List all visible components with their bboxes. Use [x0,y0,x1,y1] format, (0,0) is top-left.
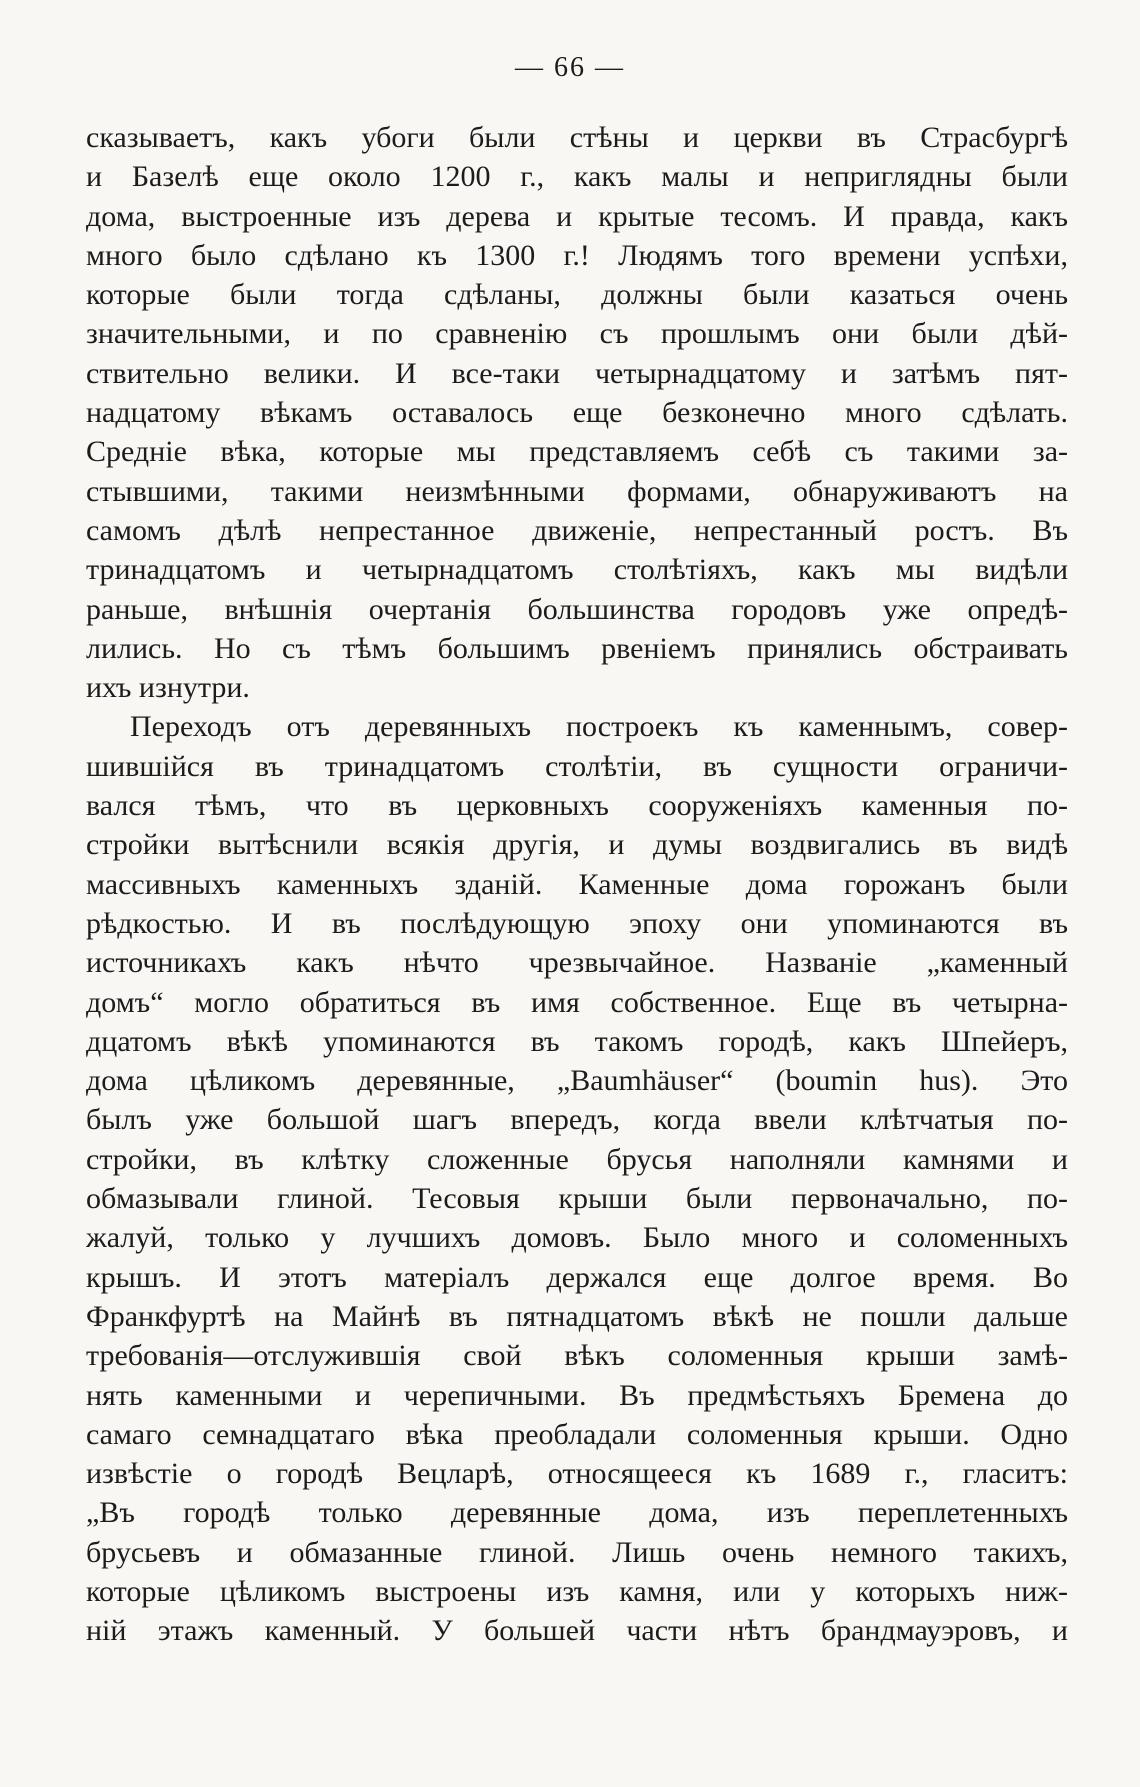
text-body [86,118,1068,1651]
text-line: требованія—отслужившія свой вѣкъ соломенныя крыши замѣ- [86,1339,1068,1373]
text-line: дцатомъ вѣкѣ упоминаются въ такомъ городѣ, какъ Шпейеръ, [86,1024,1068,1058]
text-line: „Въ городѣ только деревянные дома, изъ переплетенныхъ [86,1496,1068,1530]
text-line: жалуй, только у лучшихъ домовъ. Было много и соломенныхъ [86,1221,1068,1255]
text-line: самомъ дѣлѣ непрестанное движеніе, непрестанный ростъ. Въ [86,513,1068,547]
text-line: лились. Но съ тѣмъ большимъ рвеніемъ принялись обстраивать [86,631,1068,665]
text-line: крышъ. И этотъ матеріалъ держался еще долгое время. Во [86,1260,1068,1294]
text-line: дома цѣликомъ деревянные, „Baumhäuser“ (boumin hus). Это [86,1064,1068,1098]
text-line: стывшими, такими неизмѣнными формами, обнаруживаютъ на [86,474,1068,508]
text-line: Франкфуртѣ на Майнѣ въ пятнадцатомъ вѣкѣ не пошли дальше [86,1299,1068,1333]
text-line: и Базелѣ еще около 1200 г., какъ малы и неприглядны были [86,160,1068,194]
page-number: — 66 — [515,52,625,83]
text-line: значительными, и по сравненію съ прошлымъ они были дѣй- [86,317,1068,351]
text-line: сказываетъ, какъ убоги были стѣны и церкви въ Страсбургѣ [86,121,1068,154]
text-line: нять каменными и черепичными. Въ предмѣстьяхъ Бремена до [86,1378,1068,1412]
text-line: тринадцатомъ и четырнадцатомъ столѣтіяхъ, какъ мы видѣли [86,553,1068,587]
text-line: ствительно велики. И все-таки четырнадцатому и затѣмъ пят- [86,356,1068,390]
text-line: обмазывали глиной. Тесовыя крыши были первоначально, по- [86,1182,1068,1216]
paragraph [86,118,1068,707]
text-line: ній этажъ каменный. У большей части нѣтъ брандмауэровъ, и [86,1614,1068,1648]
text-line: самаго семнадцатаго вѣка преобладали соломенныя крыши. Одно [86,1417,1068,1451]
text-line: раньше, внѣшнія очертанія большинства городовъ уже опредѣ- [86,592,1068,626]
text-line: Средніе вѣка, которые мы представляемъ себѣ съ такими за- [86,435,1068,469]
text-line: шившійся въ тринадцатомъ столѣтіи, въ сущности ограничи- [86,749,1068,783]
text-line: много было сдѣлано къ 1300 г.! Людямъ того времени успѣхи, [86,238,1068,272]
text-line: которые цѣликомъ выстроены изъ камня, или у которыхъ ниж- [86,1574,1068,1608]
text-line: массивныхъ каменныхъ зданій. Каменные дома горожанъ были [86,867,1068,901]
text-line: Переходъ отъ деревянныхъ построекъ къ каменнымъ, совер- [130,710,1068,744]
text-line: извѣстіе о городѣ Вецларѣ, относящееся къ 1689 г., гласитъ: [86,1457,1068,1491]
text-line: дома, выстроенные изъ дерева и крытые тесомъ. И правда, какъ [86,199,1068,233]
paragraph [86,707,1068,1650]
text-line: былъ уже большой шагъ впередъ, когда ввели клѣтчатыя по- [86,1103,1068,1137]
text-line: брусьевъ и обмазанные глиной. Лишь очень немного такихъ, [86,1535,1068,1569]
text-line: источникахъ какъ нѣчто чрезвычайное. Названіе „каменный [86,946,1068,980]
text-line: домъ“ могло обратиться въ имя собственное. Еще въ четырна- [86,985,1068,1019]
text-line: ихъ изнутри. [86,671,250,705]
text-line: рѣдкостью. И въ послѣдующую эпоху они упоминаются въ [86,906,1068,940]
text-line: вался тѣмъ, что въ церковныхъ сооруженіяхъ каменныя по- [86,789,1068,823]
text-line: стройки, въ клѣтку сложенные брусья наполняли камнями и [86,1142,1068,1176]
text-line: надцатому вѣкамъ оставалось еще безконечно много сдѣлать. [86,396,1068,430]
text-line: которые были тогда сдѣланы, должны были казаться очень [86,278,1068,312]
text-line: стройки вытѣснили всякія другія, и думы воздвигались въ видѣ [86,828,1068,862]
